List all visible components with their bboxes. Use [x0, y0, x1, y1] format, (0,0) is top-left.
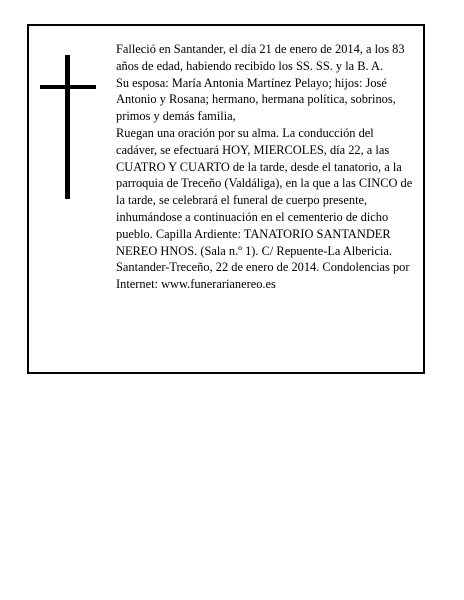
obituary-paragraph-closing: Santander-Treceño, 22 de enero de 2014. Condolencias por Internet: www.funerarianereo.es	[116, 260, 410, 292]
cross-horizontal-bar	[40, 85, 96, 89]
obituary-paragraph-family: Su esposa: María Antonia Martínez Pelayo; hijos: José Antonio y Rosana; hermano, hermana política, sobrinos, primos y demás familia,	[116, 75, 396, 124]
cross-icon	[40, 55, 96, 199]
obituary-paragraph-death: Falleció en Santander, el día 21 de enero de 2014, a los 83 años de edad, habiendo recibido los SS. SS. y la B. A.	[116, 42, 405, 73]
cross-vertical-bar	[65, 55, 70, 199]
obituary-paragraph-ceremony: Ruegan una oración por su alma. La conducción del cadáver, se efectuará HOY, MIERCOLES, día 22, a las CUATRO Y CUARTO de la tarde, desde el tanatorio, a la parroquia de Treceño (Valdáliga), en la que a las CINCO de la tarde, se celebrará el funeral de cuerpo presente, inhumándose a continuación en el cementerio de dicho pueblo. Capilla Ardiente: TANATORIO SANTANDER NEREO HNOS. (Sala n.º 1). C/ Repuente-La Albericia.	[116, 125, 413, 258]
obituary-notice	[27, 24, 425, 374]
obituary-text	[116, 41, 416, 293]
